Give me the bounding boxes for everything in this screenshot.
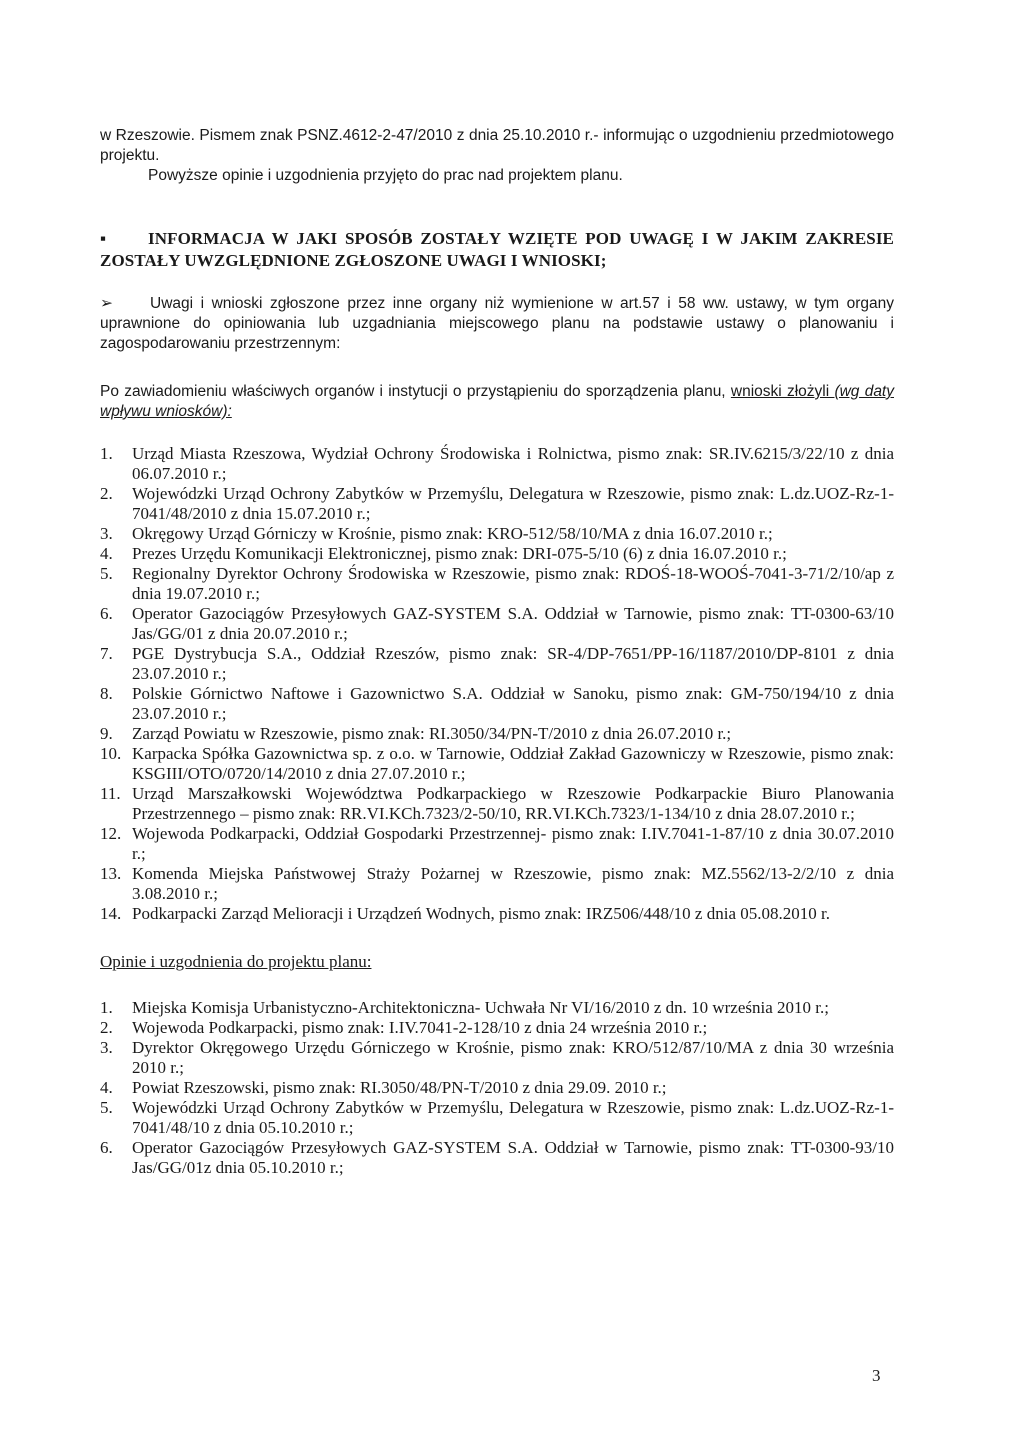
list-item: 2. Wojewódzki Urząd Ochrony Zabytków w Przemyślu, Delegatura w Rzeszowie, pismo znak: L.dz.UOZ-Rz-1-7041/48/2010 z dnia 15.07.2010 r.; <box>100 484 894 523</box>
arrow-paragraph-text: Uwagi i wnioski zgłoszone przez inne organy niż wymienione w art.57 i 58 ww. ustawy, w tym organy uprawnione do opiniowania lub uzgadniania miejscowego planu na podstawie ustawy o planowaniu i zagospodarowaniu przestrzennym: <box>100 295 894 352</box>
list-item: 10. Karpacka Spółka Gazownictwa sp. z o.o. w Tarnowie, Oddział Zakład Gazowniczy w Rzeszowie, pismo znak: KSGIII/OTO/0720/14/2010 z dnia 27.07.2010 r.; <box>100 744 894 783</box>
intro-text: Po zawiadomieniu właściwych organów i instytucji o przystąpieniu do sporządzenia planu, <box>100 383 731 400</box>
document-page <box>100 126 894 1178</box>
arrow-paragraph <box>100 294 894 354</box>
list-item: 4. Prezes Urzędu Komunikacji Elektronicznej, pismo znak: DRI-075-5/10 (6) z dnia 16.07.2010 r.; <box>100 544 787 563</box>
wnioski-list <box>100 444 894 924</box>
opinie-heading: Opinie i uzgodnienia do projektu planu: <box>100 952 372 971</box>
list-item: 1. Miejska Komisja Urbanistyczno-Architektoniczna- Uchwała Nr VI/16/2010 z dn. 10 września 2010 r.; <box>100 998 829 1017</box>
list-item: 9. Zarząd Powiatu w Rzeszowie, pismo znak: RI.3050/34/PN-T/2010 z dnia 26.07.2010 r.; <box>100 724 732 743</box>
list-item: 4. Powiat Rzeszowski, pismo znak: RI.3050/48/PN-T/2010 z dnia 29.09. 2010 r.; <box>100 1078 667 1097</box>
intro-underlined: wnioski złożyli (wg daty wpływu wniosków): <box>100 383 894 420</box>
section-heading <box>100 228 894 272</box>
opinie-list <box>100 998 894 1178</box>
list-item: 13. Komenda Miejska Państwowej Straży Pożarnej w Rzeszowie, pismo znak: MZ.5562/13-2/2/10 z dnia 3.08.2010 r.; <box>100 864 894 903</box>
top-paragraph: w Rzeszowie. Pismem znak PSNZ.4612-2-47/2010 z dnia 25.10.2010 r.- informując o uzgodnieniu przedmiotowego projektu. <box>100 127 894 164</box>
list-item: 5. Wojewódzki Urząd Ochrony Zabytków w Przemyślu, Delegatura w Rzeszowie, pismo znak: L.dz.UOZ-Rz-1-7041/48/10 z dnia 05.10.2010 r.; <box>100 1098 894 1137</box>
arrow-bullet-icon: ➢ <box>100 295 113 312</box>
list-item: 8. Polskie Górnictwo Naftowe i Gazownictwo S.A. Oddział w Sanoku, pismo znak: GM-750/194/10 z dnia 23.07.2010 r.; <box>100 684 894 723</box>
list-item: 7. PGE Dystrybucja S.A., Oddział Rzeszów, pismo znak: SR-4/DP-7651/PP-16/1187/2010/DP-8101 z dnia 23.07.2010 r.; <box>100 644 894 683</box>
accepted-note: Powyższe opinie i uzgodnienia przyjęto do prac nad projektem planu. <box>148 167 623 184</box>
square-bullet-icon: ▪ <box>100 229 107 248</box>
list-item: 6. Operator Gazociągów Przesyłowych GAZ-SYSTEM S.A. Oddział w Tarnowie, pismo znak: TT-0300-93/10 Jas/GG/01z dnia 05.10.2010 r.; <box>100 1138 894 1177</box>
list-item: 11. Urząd Marszałkowski Województwa Podkarpackiego w Rzeszowie Podkarpackie Biuro Planowania Przestrzennego – pismo znak: RR.VI.KCh.7323/2-50/10, RR.VI.KCh.7323/1-134/10 z dnia 28.07.2010 r.; <box>100 784 894 823</box>
list-item: 3. Okręgowy Urząd Górniczy w Krośnie, pismo znak: KRO-512/58/10/MA z dnia 16.07.2010 r.; <box>100 524 773 543</box>
page-number: 3 <box>872 1366 881 1385</box>
list-item: 14. Podkarpacki Zarząd Melioracji i Urządzeń Wodnych, pismo znak: IRZ506/448/10 z dnia 05.08.2010 r. <box>100 904 830 923</box>
list-item: 1. Urząd Miasta Rzeszowa, Wydział Ochrony Środowiska i Rolnictwa, pismo znak: SR.IV.6215/3/22/10 z dnia 06.07.2010 r.; <box>100 444 894 483</box>
list-item: 5. Regionalny Dyrektor Ochrony Środowiska w Rzeszowie, pismo znak: RDOŚ-18-WOOŚ-7041-3-71/2/10/ap z dnia 19.07.2010 r.; <box>100 564 894 603</box>
list-item: 3. Dyrektor Okręgowego Urzędu Górniczego w Krośnie, pismo znak: KRO/512/87/10/MA z dnia 30 września 2010 r.; <box>100 1038 894 1077</box>
section-heading-text: INFORMACJA W JAKI SPOSÓB ZOSTAŁY WZIĘTE POD UWAGĘ I W JAKIM ZAKRESIE ZOSTAŁY UWZGLĘDNIONE ZGŁOSZONE UWAGI I WNIOSKI; <box>100 229 894 270</box>
list-item: 12. Wojewoda Podkarpacki, Oddział Gospodarki Przestrzennej- pismo znak: I.IV.7041-1-87/10 z dnia 30.07.2010 r.; <box>100 824 894 863</box>
list-item: 2. Wojewoda Podkarpacki, pismo znak: I.IV.7041-2-128/10 z dnia 24 września 2010 r.; <box>100 1018 708 1037</box>
intro-italic: (wg daty wpływu wniosków): <box>100 383 894 420</box>
list-item: 6. Operator Gazociągów Przesyłowych GAZ-SYSTEM S.A. Oddział w Tarnowie, pismo znak: TT-0300-63/10 Jas/GG/01 z dnia 20.07.2010 r.; <box>100 604 894 643</box>
wnioski-intro <box>100 382 894 422</box>
